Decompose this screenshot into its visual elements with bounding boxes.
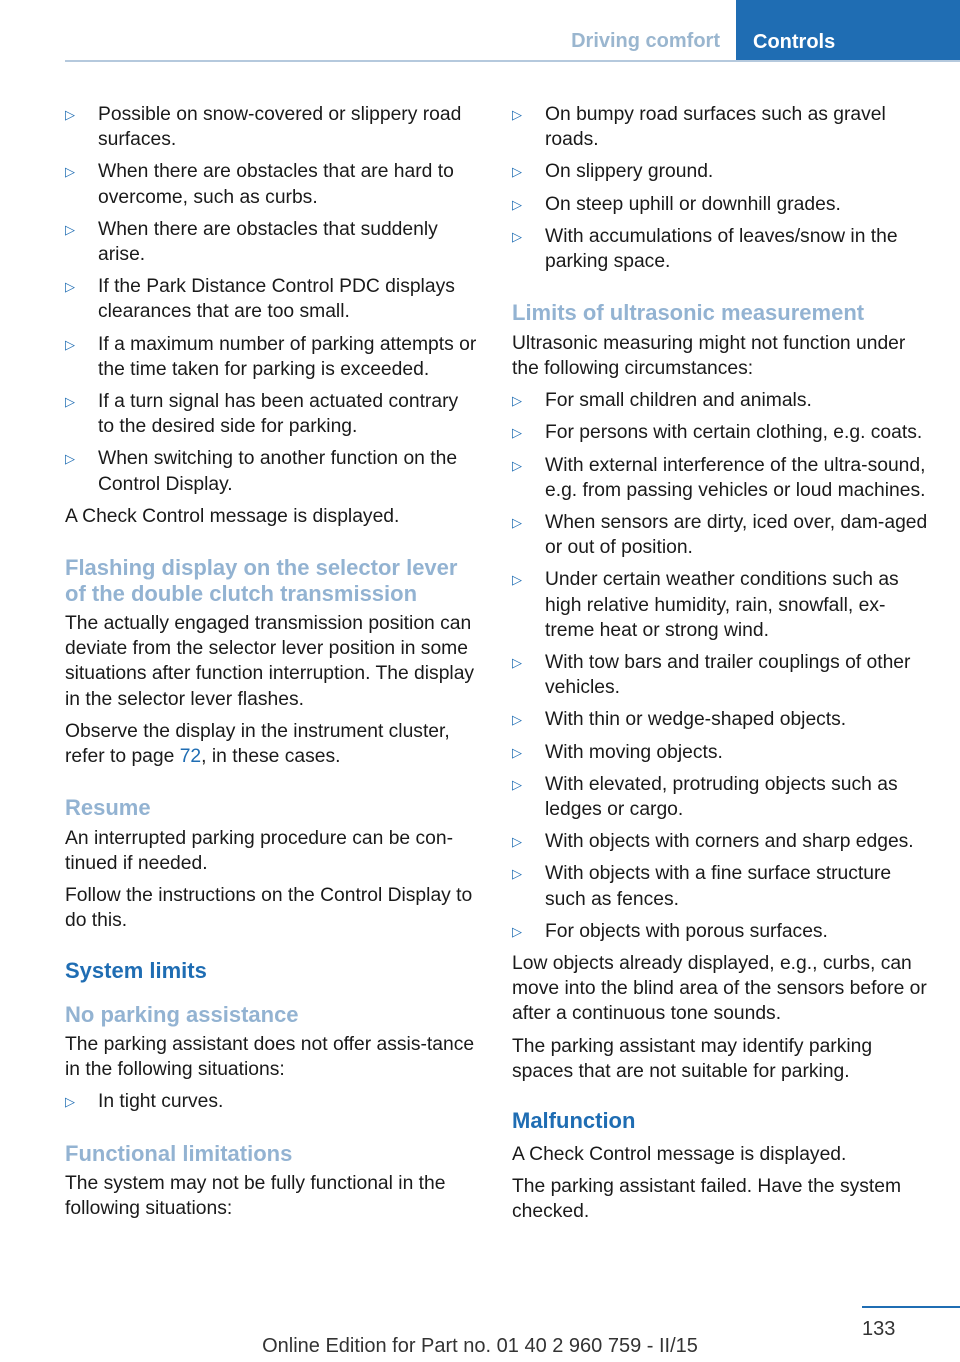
bullet-triangle-icon: ▷ [512,457,522,473]
bullet-triangle-icon: ▷ [65,394,75,410]
right-column [512,102,932,1232]
page-72-link[interactable]: 72 [179,746,202,768]
list-item [512,829,932,854]
situations-list [65,102,478,497]
list-item-text: Possible on snow-covered or slippery road surfaces. [98,104,462,151]
list-item [512,453,932,503]
bullet-triangle-icon: ▷ [512,923,522,939]
bullet-triangle-icon: ▷ [512,572,522,588]
list-item [65,159,478,209]
system-limits-heading: System limits [65,957,207,983]
list-item-text: With external interference of the ultra‐sound, e.g. from passing vehicles or loud machines. [545,454,926,501]
list-item [512,102,932,152]
bullet-triangle-icon: ▷ [512,164,522,180]
bullet-triangle-icon: ▷ [512,712,522,728]
bullet-triangle-icon: ▷ [512,196,522,212]
bullet-triangle-icon: ▷ [512,744,522,760]
list-item [512,388,932,413]
list-item-text: With accumulations of leaves/snow in the parking space. [545,225,898,273]
ultrasonic-limits-list [512,388,932,944]
list-item [512,510,932,560]
ultrasonic-limits-heading: Limits of ultrasonic measurement [512,300,865,326]
list-item [512,919,932,944]
list-item [65,389,478,439]
header-section-title: Driving comfort [571,30,720,52]
functional-limitations-paragraph: The system may not be fully functional in the following situations: [65,1173,446,1220]
observe-text-start: Observe the display in the instrument cluster, refer to page [65,720,450,768]
list-item-text: When sensors are dirty, iced over, dam‐aged or out of position. [545,511,928,559]
edition-text: Online Edition for Part no. 01 40 2 960 759 - II/15 [262,1335,698,1357]
list-item [65,217,478,267]
list-item [65,1089,478,1114]
identify-spaces-paragraph: The parking assistant may identify parking spaces that are not suitable for parking. [512,1035,873,1082]
footer-rule [862,1306,960,1308]
list-item-text: On slippery ground. [545,161,714,183]
list-item [512,707,932,732]
bullet-triangle-icon: ▷ [65,336,75,352]
observe-display-paragraph [65,719,478,769]
list-item-text: Under certain weather conditions such as high relative humidity, rain, snowfall, ex‐treme heat or strong wind. [545,569,899,641]
header-rule [65,60,960,62]
list-item [512,650,932,700]
functional-situations-list [512,102,932,274]
list-item-text: With objects with corners and sharp edges. [545,831,914,853]
list-item-text: With thin or wedge-shaped objects. [545,709,847,731]
bullet-triangle-icon: ▷ [65,1094,75,1110]
list-item-text: For persons with certain clothing, e.g. coats. [545,422,923,444]
bullet-triangle-icon: ▷ [512,834,522,850]
list-item [512,740,932,765]
list-item-text: With moving objects. [545,741,723,763]
list-item [512,861,932,911]
list-item [512,192,932,217]
no-parking-assistance-heading: No parking assistance [65,1001,299,1027]
ultrasonic-limits-paragraph: Ultrasonic measuring might not function under the following circumstances: [512,332,906,379]
list-item-text: For objects with porous surfaces. [545,920,828,942]
bullet-triangle-icon: ▷ [512,514,522,530]
resume-heading: Resume [65,795,151,821]
no-assistance-list [65,1089,478,1114]
list-item-text: If a turn signal has been actuated contrary to the desired side for parking. [98,391,459,438]
list-item [65,446,478,496]
malfunction-heading: Malfunction [512,1108,636,1133]
bullet-triangle-icon: ▷ [65,279,75,295]
bullet-triangle-icon: ▷ [512,654,522,670]
list-item-text: If the Park Distance Control PDC displays clearances that are too small. [98,276,455,323]
list-item-text: In tight curves. [98,1091,224,1113]
malfunction-paragraph-2: The parking assistant failed. Have the system checked. [512,1176,902,1223]
bullet-triangle-icon: ▷ [512,107,522,122]
list-item [65,332,478,382]
bullet-triangle-icon: ▷ [65,451,75,467]
bullet-triangle-icon: ▷ [512,425,522,441]
bullet-triangle-icon: ▷ [512,776,522,792]
check-control-text: A Check Control message is displayed. [65,505,400,527]
list-item-text: With objects with a fine surface structure such as fences. [545,863,892,910]
list-item [512,420,932,445]
flashing-display-heading: Flashing display on the selector lever of the double clutch transmission [65,555,458,606]
low-objects-paragraph: Low objects already displayed, e.g., curbs, can move into the blind area of the sensors before or after a continuous tone sounds. [512,952,927,1025]
no-parking-assistance-paragraph: The parking assistant does not offer assis‐tance in the following situations: [65,1034,475,1081]
resume-paragraph-1: An interrupted parking procedure can be con‐tinued if needed. [65,827,454,874]
list-item [512,772,932,822]
list-item [65,102,478,152]
list-item [512,159,932,184]
observe-text-end: , in these cases. [201,746,341,768]
list-item-text: On bumpy road surfaces such as gravel roads. [545,104,886,151]
page-number: 133 [862,1318,896,1340]
functional-limitations-heading: Functional limitations [65,1140,293,1166]
bullet-triangle-icon: ▷ [512,393,522,409]
list-item [512,567,932,643]
list-item-text: With tow bars and trailer couplings of other vehicles. [545,651,911,699]
list-item-text: When there are obstacles that suddenly arise. [98,218,438,266]
resume-paragraph-2: Follow the instructions on the Control Display to do this. [65,885,473,932]
list-item-text: On steep uphill or downhill grades. [545,193,841,215]
list-item-text: If a maximum number of parking attempts or the time taken for parking is exceeded. [98,333,477,380]
header-chapter-tab: Controls [736,0,960,62]
bullet-triangle-icon: ▷ [512,228,522,244]
malfunction-paragraph-1: A Check Control message is displayed. [512,1144,847,1165]
list-item-text: When there are obstacles that are hard to overcome, such as curbs. [98,161,454,208]
list-item-text: For small children and animals. [545,390,812,412]
list-item-text: With elevated, protruding objects such as ledges or cargo. [545,773,898,820]
list-item [65,274,478,324]
flashing-display-paragraph: The actually engaged transmission position can deviate from the selector lever position in some situations after function interruption. The display in the selector lever flashes. [65,613,475,710]
bullet-triangle-icon: ▷ [512,866,522,882]
bullet-triangle-icon: ▷ [65,107,75,122]
bullet-triangle-icon: ▷ [65,164,75,180]
list-item-text: When switching to another function on the Control Display. [98,448,458,495]
bullet-triangle-icon: ▷ [65,221,75,237]
left-column [65,102,478,1229]
list-item [512,224,932,274]
